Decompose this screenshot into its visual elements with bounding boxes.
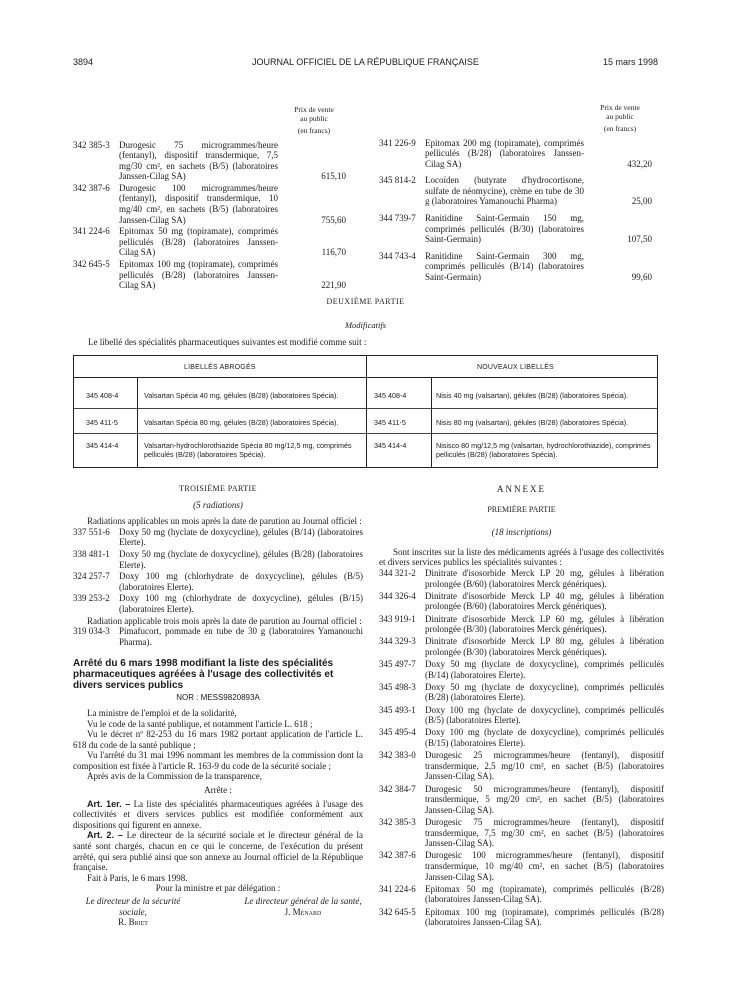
article-1-text: La liste des spécialités pharmaceutiques agréées à l'usage des collectivités et divers services publics est modifiée conformément aux dispositions qui figurent en annexe. (73, 798, 364, 830)
product-code: 344 326-4 (379, 590, 416, 601)
list-item (379, 213, 652, 245)
table-row-2-code-old: 345 411-5 (86, 418, 118, 427)
price-header-line: Prix de vente (600, 103, 640, 112)
header-nouveaux-libelles: NOUVEAUX LIBELLÉS (477, 364, 554, 371)
product-code: 324 257-7 (73, 571, 110, 582)
product-description: Epitomax 100 mg (topiramate), comprimés pelliculés (B/28) (laboratoires Janssen-Cilag SA) (119, 259, 278, 291)
product-code: 344 329-3 (379, 636, 416, 647)
section-title-troisieme: TROISIÈME PARTIE (179, 484, 257, 493)
product-description: Doxy 50 mg (hyclate de doxycycline), gélules (B/28) (laboratoires Elerte). (119, 548, 363, 570)
table-row-1-new-label: Nisis 40 mg (valsartan), gélules (B/28) (laboratoires Spécia). (436, 391, 629, 400)
header-libelles-abroges: LIBELLÉS ABROGÉS (184, 364, 256, 371)
product-code: 342 385-3 (379, 816, 416, 827)
price-value: 615,10 (321, 171, 346, 182)
table-row-3-code-old: 345 414-4 (86, 441, 119, 450)
delegation-line: Pour la ministre et par délégation : (155, 883, 281, 894)
product-code: 342 383-0 (379, 750, 416, 761)
product-description: Durogesic 75 microgrammes/heure (fentanyl), dispositif transdermique, 7,5 mg/30 cm², en sachet (B/5) (laboratoires Janssen-Cilag SA). (425, 816, 664, 849)
signatures (73, 896, 363, 928)
inscriptions-count: (18 inscriptions) (491, 527, 552, 538)
section-title-premiere: PREMIÈRE PARTIE (487, 504, 556, 514)
list-item (379, 591, 664, 612)
signature-left-name: R. Briet (118, 917, 148, 928)
inscriptions-intro: Sont inscrites sur la liste des médicaments agréés à l'usage des collectivités et divers services publics les spécialités suivantes : (379, 546, 664, 568)
list-item (379, 727, 664, 748)
product-description: Doxy 100 mg (chlorhydrate de doxycycline), gélules (B/5) (laboratoires Elerte). (119, 571, 363, 592)
product-description: Ranitidine Saint-Germain 150 mg, comprimés pelliculés (B/30) (laboratoires Saint-Germain) (425, 213, 584, 245)
list-item (73, 140, 346, 182)
product-code: 342 384-7 (379, 783, 416, 794)
product-code: 341 224-6 (73, 226, 110, 237)
list-item (379, 659, 664, 680)
price-value: 755,60 (321, 214, 346, 225)
article-1-label: Art. 1er. – (87, 798, 131, 809)
product-description: Doxy 50 mg (hyclate de doxycycline), comprimés pelliculés (B/14) (laboratoires Elerte). (425, 659, 664, 680)
list-item (379, 907, 664, 928)
article-1 (73, 799, 363, 831)
preamble-paragraph: La ministre de l'emploi et de la solidarité, (87, 707, 237, 718)
product-code: 319 034-3 (73, 626, 110, 637)
price-header-line: Prix de vente (294, 105, 334, 114)
table-row-3-new-label: Nisisco 80 mg/12,5 mg (valsartan, hydrochlorothiazide), comprimés pelliculés (B/28) (laboratoires Spécia). (436, 441, 651, 459)
top-right-price-list (379, 104, 652, 289)
table-row-1-code-old: 345 408-4 (86, 391, 119, 400)
article-2 (73, 830, 363, 872)
product-description: Durogesic 25 microgrammes/heure (fentanyl), dispositif transdermique, 2,5 mg/10 cm², en sachet (B/5) (laboratoires Janssen-Cilag SA). (425, 750, 664, 782)
table-row-2-code-new: 345 411-5 (374, 418, 406, 427)
product-description: Durogesic 75 microgrammes/heure (fentanyl), dispositif transdermique, 7,5 mg/30 cm², en sachets (B/5) (laboratoires Janssen-Cilag SA) (119, 139, 278, 182)
page-number: 3894 (73, 57, 94, 67)
product-description: Doxy 100 mg (chlorhydrate de doxycycline), gélules (B/15) (laboratoires Elerte). (119, 593, 363, 614)
journal-title: JOURNAL OFFICIEL DE LA RÉPUBLIQUE FRANÇAISE (252, 57, 479, 67)
list-item (73, 259, 346, 291)
price-header (282, 106, 346, 136)
product-code: 341 226-9 (379, 137, 416, 148)
product-code: 342 645-5 (379, 906, 416, 917)
product-code: 342 385-3 (73, 139, 110, 150)
product-description: Dinitrate d'isosorbide Merck LP 40 mg, gélules à libération prolongée (B/60) (laboratoires Merck génériques). (425, 590, 664, 612)
product-description: Locoïden (butyrate d'hydrocortisone, sulfate de néomycine), crème en tube de 30 g (laboratoires Yamanouchi Pharma) (425, 175, 584, 207)
product-description: Ranitidine Saint-Germain 300 mg, comprimés pelliculés (B/14) (laboratoires Saint-Germain) (425, 250, 584, 283)
product-code: 345 498-3 (379, 681, 416, 692)
price-header-line: (en francs) (297, 126, 331, 135)
price-header-line: (en francs) (603, 124, 637, 133)
product-description: Doxy 100 mg (hyclate de doxycycline), comprimés pelliculés (B/5) (laboratoires Elerte). (425, 704, 664, 726)
libelle-intro: Le libellé des spécialités pharmaceutiques suivantes est modifié comme suit : (88, 337, 367, 347)
signature-left (73, 896, 193, 928)
price-value: 221,90 (321, 280, 346, 291)
price-value: 99,60 (631, 272, 652, 283)
product-description: Doxy 50 mg (hyclate de doxycycline), gélules (B/14) (laboratoires Elerte). (119, 526, 363, 548)
table-row-1-old-label: Valsartan Spécia 40 mg, gélules (B/28) (laboratoires Spécia). (144, 391, 339, 400)
list-item (73, 226, 346, 258)
article-2-label: Art. 2. – (87, 830, 123, 841)
signature-right-name: J. Ménard (284, 906, 322, 917)
product-code: 341 224-6 (379, 883, 416, 894)
price-value: 432,20 (627, 158, 652, 169)
top-left-price-list (73, 106, 346, 292)
product-code: 343 919-1 (379, 613, 416, 624)
list-item (379, 636, 664, 657)
product-description: Epitomax 200 mg (topiramate), comprimés pelliculés (B/28) (laboratoires Janssen-Cilag SA) (425, 137, 584, 169)
list-item (73, 183, 346, 225)
annexe-title: ANNEXE (497, 484, 546, 494)
product-description: Epitomax 100 mg (topiramate), comprimés pelliculés (B/28) (laboratoires Janssen-Cilag SA). (425, 906, 664, 928)
list-item (379, 750, 664, 782)
signature-right (243, 896, 363, 928)
table-row-3-old-label: Valsartan-hydrochlorothiazide Spécia 80 mg/12,5 mg, comprimés pelliculés (B/28) (laboratoires Spécia). (144, 441, 352, 459)
issue-date: 15 mars 1998 (602, 57, 658, 67)
list-item (379, 817, 664, 849)
product-code: 342 387-6 (379, 850, 416, 861)
product-code: 342 645-5 (73, 259, 110, 270)
product-code: 337 551-6 (73, 526, 110, 537)
price-header-line: au public (606, 111, 634, 121)
fait-a-paris: Fait à Paris, le 6 mars 1998. (87, 872, 188, 883)
left-column (73, 484, 363, 928)
product-code: 345 493-1 (379, 704, 416, 715)
table-row-2-new-label: Nisis 80 mg (valsartan), gélules (B/28) (laboratoires Spécia). (436, 418, 629, 427)
preamble-paragraph: Après avis de la Commission de la transparence, (87, 771, 262, 782)
product-description: Dinitrate d'isosorbide Merck LP 80 mg, gélules à libération prolongée (B/30) (laboratoires Merck génériques). (425, 636, 664, 657)
product-code: 339 253-2 (73, 593, 110, 604)
product-code: 344 743-4 (379, 250, 416, 261)
radiations-count: (5 radiations) (193, 499, 243, 510)
section-title-deuxieme: DEUXIÈME PARTIE (326, 297, 405, 306)
list-item (379, 784, 664, 816)
product-description: Durogesic 100 microgrammes/heure (fentanyl), dispositif transdermique, 10 mg/40 cm², en sachets (B/5) (laboratoires Janssen-Cilag SA) (119, 182, 278, 225)
list-item (379, 175, 652, 207)
price-header (588, 104, 652, 134)
right-column (379, 484, 664, 929)
list-item (379, 705, 664, 726)
list-item (73, 626, 363, 647)
list-item (379, 568, 664, 589)
arrete-label: Arrête : (204, 785, 232, 796)
price-value: 25,00 (631, 196, 652, 207)
arrete-title: Arrêté du 6 mars 1998 modifiant la liste des spécialités pharmaceutiques agréées à l'usage des collectivités et divers services publics (73, 658, 334, 692)
preamble-paragraph: Vu le code de la santé publique, et notamment l'article L. 618 ; (87, 718, 313, 729)
list-item (379, 614, 664, 635)
table-row-2-old-label: Valsartan Spécia 80 mg, gélules (B/28) (laboratoires Spécia). (144, 418, 339, 427)
signature-left-title: Le directeur de la sécurité sociale, (85, 896, 181, 917)
page-header (73, 57, 658, 71)
list-item (73, 593, 363, 614)
preamble-paragraph: Vu le décret nº 82-253 du 16 mars 1982 portant application de l'article L. 618 du code de la santé publique ; (73, 729, 363, 750)
list-item (379, 884, 664, 905)
table-row-1-code-new: 345 408-4 (374, 391, 407, 400)
product-description: Epitomax 50 mg (topiramate), comprimés pelliculés (B/28) (laboratoires Janssen-Cilag SA) (119, 226, 278, 258)
list-item (379, 251, 652, 283)
product-description: Pimafucort, pommade en tube de 30 g (laboratoires Yamanouchi Pharma). (119, 626, 363, 647)
product-description: Doxy 100 mg (hyclate de doxycycline), comprimés pelliculés (B/15) (laboratoires Elerte). (425, 727, 664, 749)
section-subtitle-modificatifs: Modificatifs (344, 320, 387, 330)
modification-table (73, 355, 658, 468)
table-row-3-code-new: 345 414-4 (374, 441, 407, 450)
radiations-intro-1: Radiations applicables un mois après la date de parution au Journal officiel : (87, 516, 362, 527)
product-description: Dinitrate d'isosorbide Merck LP 60 mg, gélules à libération prolongée (B/30) (laboratoires Merck génériques). (425, 613, 664, 635)
list-item (379, 138, 652, 170)
price-header-line: au public (300, 113, 328, 123)
signature-right-title: Le directeur général de la santé, (244, 896, 362, 906)
product-description: Durogesic 100 microgrammes/heure (fentanyl), dispositif transdermique, 10 mg/40 cm², en sachet (B/5) (laboratoires Janssen-Cilag SA). (425, 850, 664, 882)
product-description: Dinitrate d'isosorbide Merck LP 20 mg, gélules à libération prolongée (B/60) (laboratoires Merck génériques). (425, 567, 664, 589)
list-item (73, 549, 363, 570)
product-code: 345 495-4 (379, 727, 416, 738)
product-description: Doxy 50 mg (hyclate de doxycycline), comprimés pelliculés (B/28) (laboratoires Elerte). (425, 681, 664, 703)
preamble-paragraph: Vu l'arrêté du 31 mai 1996 nommant les membres de la commission dont la composition est fixée à l'article R. 163-9 du code de la sécurité sociale ; (73, 750, 363, 771)
product-code: 342 387-6 (73, 182, 110, 193)
list-item (379, 682, 664, 703)
price-value: 116,70 (321, 247, 346, 258)
product-description: Durogesic 50 microgrammes/heure (fentanyl), dispositif transdermique, 5 mg/20 cm², en sachet (B/5) (laboratoires Janssen-Cilag SA). (425, 783, 664, 815)
product-code: 344 321-2 (379, 567, 416, 578)
product-code: 345 497-7 (379, 659, 416, 670)
product-code: 344 739-7 (379, 213, 416, 224)
product-code: 338 481-1 (73, 548, 110, 559)
list-item (379, 850, 664, 882)
price-value: 107,50 (627, 234, 652, 245)
list-item (73, 527, 363, 548)
product-description: Epitomax 50 mg (topiramate), comprimés pelliculés (B/28) (laboratoires Janssen-Cilag SA). (425, 883, 664, 905)
radiations-intro-2: Radiation applicable trois mois après la date de parution au Journal officiel : (87, 615, 362, 626)
product-code: 345 814-2 (379, 175, 416, 186)
nor-reference: NOR : MESS9820893A (176, 693, 260, 703)
article-2-text: Le directeur de la sécurité sociale et le directeur général de la santé sont chargés, chacun en ce qui le concerne, de l'exécution du présent arrêté, qui sera publié ainsi que son annexe au Journal officiel de la République française. (73, 830, 364, 873)
list-item (73, 571, 363, 592)
